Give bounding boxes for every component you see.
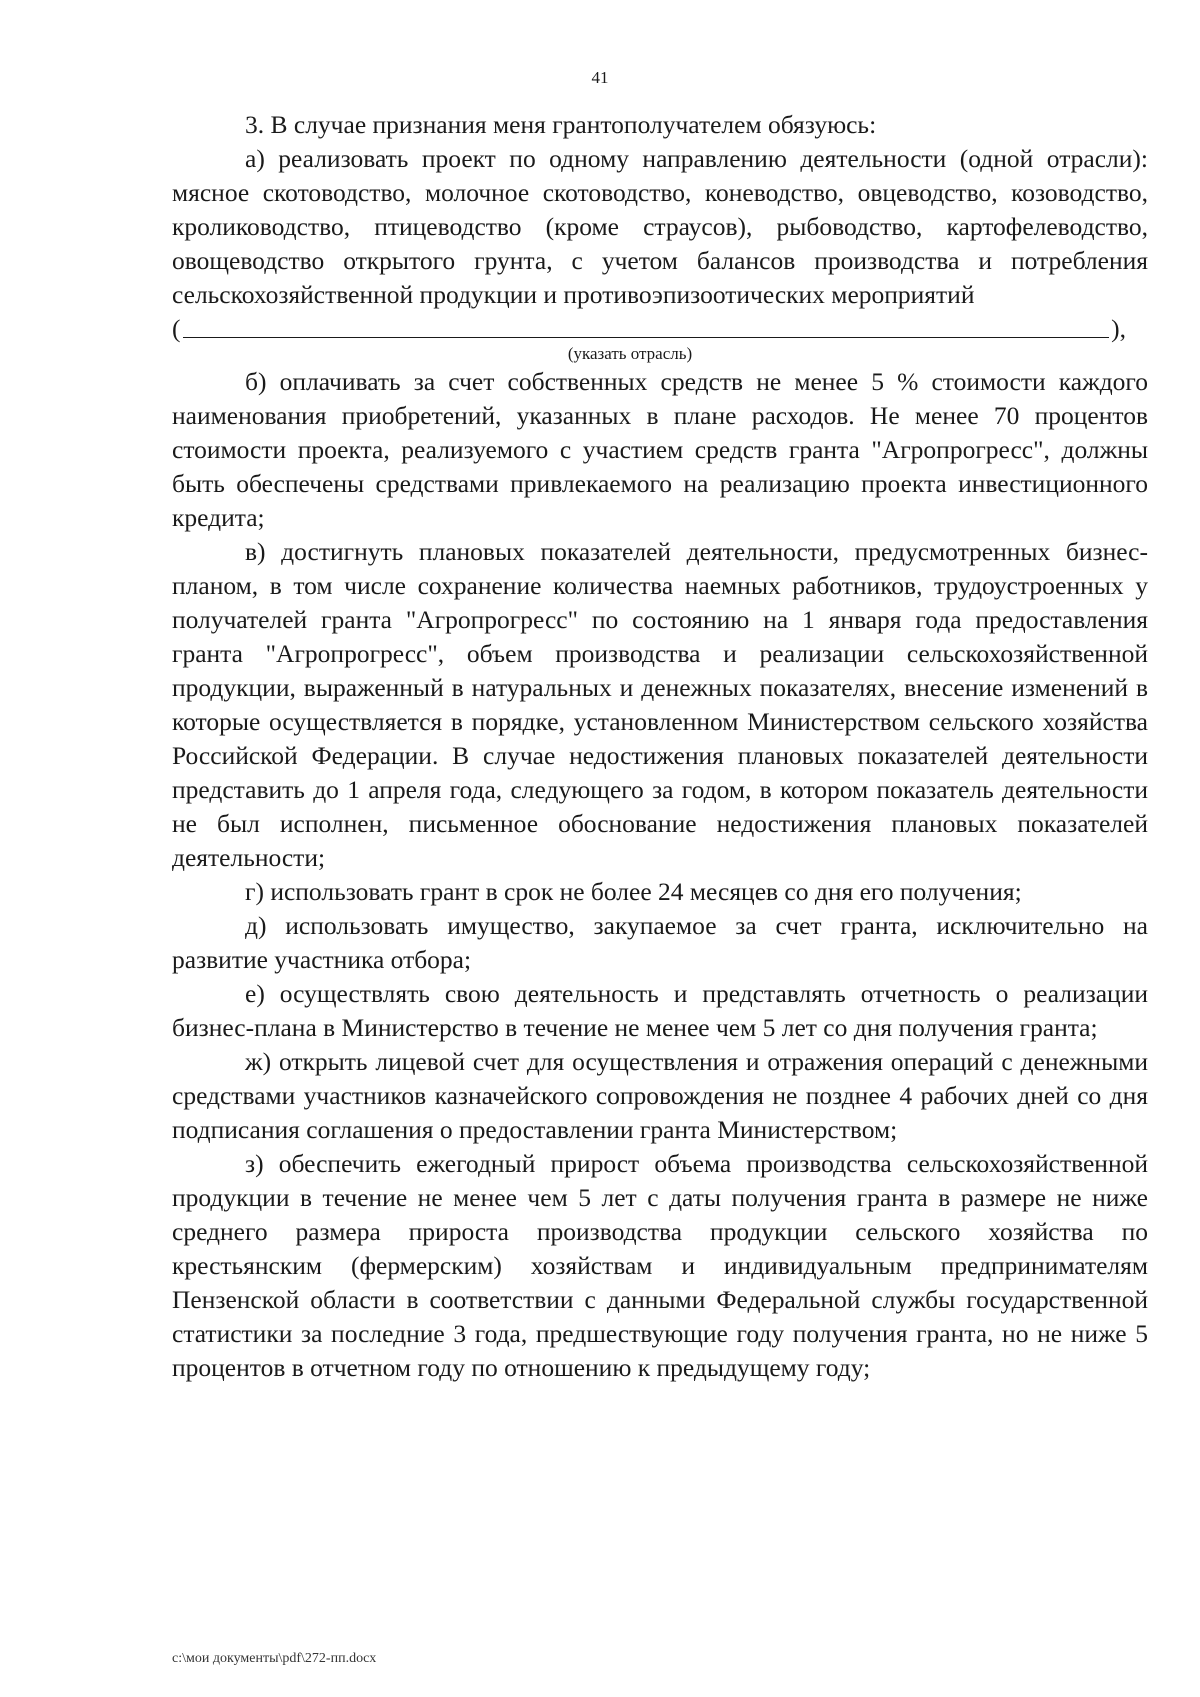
item-z: з) обеспечить ежегодный прирост объема производства сельскохозяйственной продукции в течение не менее чем 5 лет с даты получения гранта в размере не ниже среднего размера прироста производства продукции сельского хозяйства по крестьянским (фермерским) хозяйствам и индивидуальным предпринимателям Пензенской области в соответствии с данными Федеральной службы государственной статистики за последние 3 года, предшествующие году получения гранта, но не ниже 5 процентов в отчетном году по отношению к предыдущему году; [172, 1149, 1148, 1382]
page-number: 41 [591, 68, 609, 87]
item-d: д) использовать имущество, закупаемое за счет гранта, исключительно на развитие участника отбора; [172, 911, 1148, 974]
footer-file-path: c:\мои документы\pdf\272-пп.docx [172, 1651, 377, 1666]
blank-fill-line [183, 337, 1110, 338]
item-v: в) достигнуть плановых показателей деятельности, предусмотренных бизнес-планом, в том числе сохранение количества наемных работников, трудоустроенных у получателей гранта "Агропрогресс" по состоянию на 1 января года предоставления гранта "Агропрогресс", объем производства и реализации сельскохозяйственной продукции, выраженный в натуральных и денежных показателях, внесение изменений в которые осуществляется в порядке, установленном Министерством сельского хозяйства Российской Федерации. В случае недостижения плановых показателей деятельности представить до 1 апреля года, следующего за годом, в котором показатель деятельности не был исполнен, письменное обоснование недостижения плановых показателей деятельности; [172, 537, 1148, 872]
blank-line-row [172, 312, 1148, 346]
paragraph-intro: 3. В случае признания меня грантополучателем обязуюсь: [245, 110, 877, 139]
item-g: г) использовать грант в срок не более 24 месяцев со дня его получения; [245, 877, 1022, 906]
blank-open-paren: ( [172, 314, 181, 343]
document-body [172, 108, 1148, 1385]
item-b: б) оплачивать за счет собственных средств не менее 5 % стоимости каждого наименования приобретений, указанных в плане расходов. Не менее 70 процентов стоимости проекта, реализуемого с участием средств гранта "Агропрогресс", должны быть обеспечены средствами привлекаемого на реализацию проекта инвестиционного кредита; [172, 367, 1148, 532]
item-zh: ж) открыть лицевой счет для осуществления и отражения операций с денежными средствами участников казначейского сопровождения не позднее 4 рабочих дней со дня подписания соглашения о предоставлении гранта Министерством; [172, 1047, 1148, 1144]
item-e: е) осуществлять свою деятельность и представлять отчетность о реализации бизнес-плана в Министерство в течение не менее чем 5 лет со дня получения гранта; [172, 979, 1148, 1042]
blank-caption: (указать отрасль) [567, 344, 693, 363]
item-a: а) реализовать проект по одному направлению деятельности (одной отрасли): мясное скотоводство, молочное скотоводство, коневодство, овцеводство, козоводство, кролиководство, птицеводство (кроме страусов), рыбоводство, картофелеводство, овощеводство открытого грунта, с учетом балансов производства и потребления сельскохозяйственной продукции и противоэпизоотических мероприятий [172, 144, 1148, 309]
blank-close-paren: ), [1111, 314, 1126, 343]
